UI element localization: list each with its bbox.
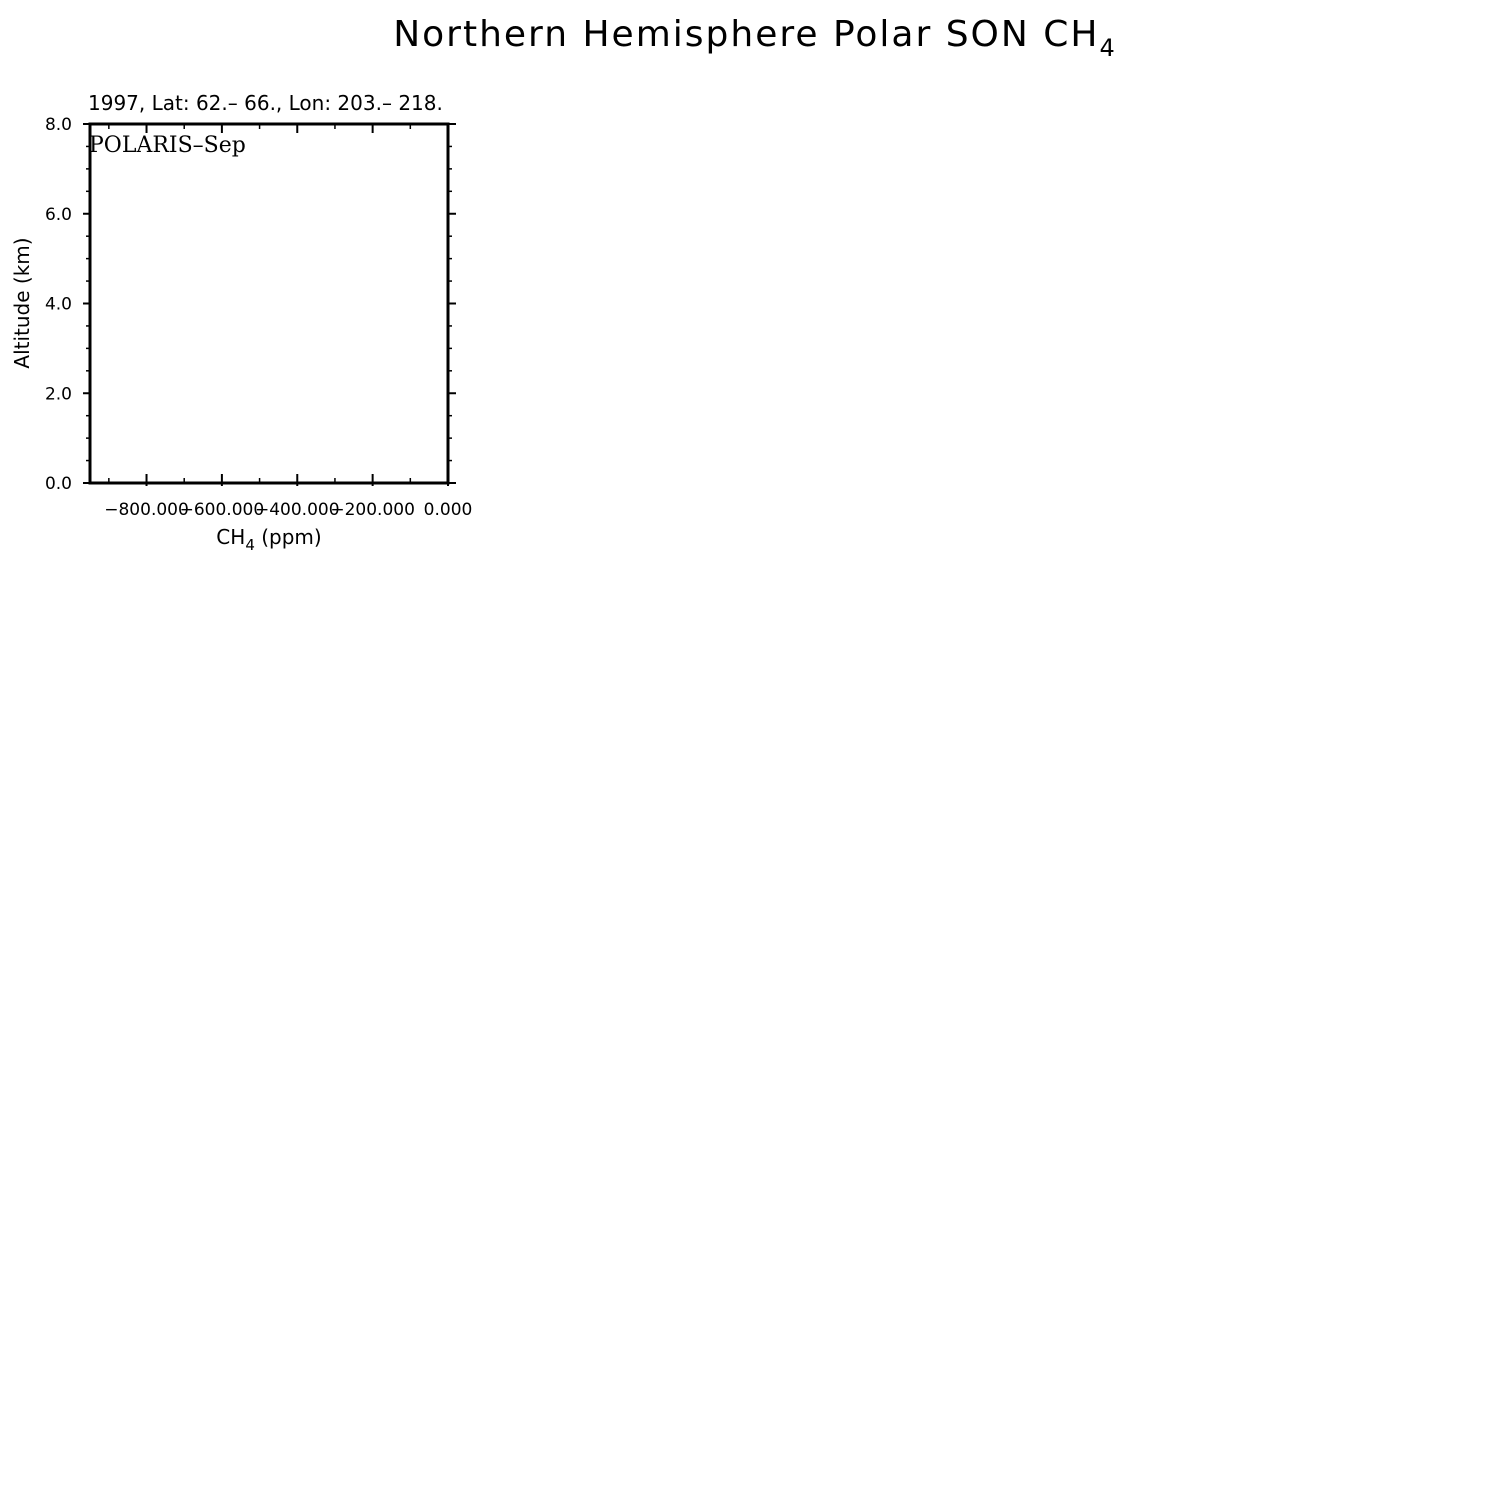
- y-axis-title: Altitude (km): [10, 237, 34, 369]
- chart-annotation: POLARIS–Sep: [89, 133, 246, 158]
- y-tick-label: 0.0: [44, 474, 72, 494]
- y-tick-label: 6.0: [44, 204, 72, 225]
- x-tick-label: 0.000: [423, 500, 473, 520]
- y-tick-label: 4.0: [44, 294, 72, 315]
- x-tick-label: −800.000: [104, 500, 189, 520]
- x-tick-label: −200.000: [330, 500, 415, 520]
- x-tick-label: −400.000: [254, 500, 340, 520]
- y-tick-label: 2.0: [44, 384, 72, 405]
- x-tick-label: −600.000: [179, 500, 265, 520]
- plot-frame: [90, 124, 448, 483]
- tick-labels: [45, 115, 472, 520]
- chart-title: Northern Hemisphere Polar SON $CH_4$: [393, 14, 1117, 62]
- y-tick-label: 8.0: [44, 115, 72, 135]
- chart-subtitle: 1997, Lat: 62.– 66., Lon: 203.– 218.: [88, 91, 443, 115]
- axis-ticks: [83, 124, 456, 486]
- x-axis-title: $CH_4$ (ppm): [216, 525, 322, 554]
